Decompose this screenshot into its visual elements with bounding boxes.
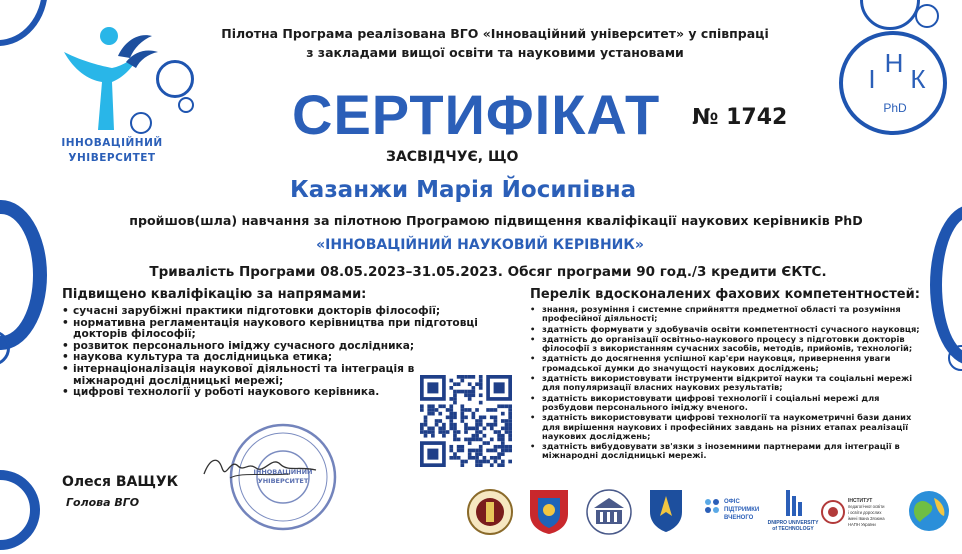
- recipient-name: Казанжи Марія Йосипівна: [290, 177, 637, 203]
- office-support-icon: [700, 494, 764, 528]
- list-item: • здатність вибудовувати зв'язки з іноземними партнерами для інтеграції в міжнародні дослідницькі мережі.: [530, 442, 930, 461]
- svg-text:педагогічної освіти: педагогічної освіти: [848, 504, 885, 509]
- partner-seal-1-icon: [466, 488, 514, 536]
- header-line-2: з закладами вищої освіти та науковими установами: [306, 45, 684, 60]
- svg-text:ІННОВАЦІЙНИЙ: ІННОВАЦІЙНИЙ: [253, 468, 313, 476]
- svg-text:і освіти дорослих: і освіти дорослих: [848, 510, 882, 515]
- svg-text:УНІВЕРСИТЕТ: УНІВЕРСИТЕТ: [257, 477, 309, 485]
- emblem-letter-2: Н: [884, 48, 904, 78]
- ink-phd-emblem-icon: [838, 30, 948, 136]
- list-item: • знання, розуміння і системне сприйняття предметної області та розуміння професійної діяльності;: [530, 305, 930, 324]
- logo-text-line2: УНІВЕРСИТЕТ: [68, 152, 156, 164]
- innovative-university-logo-icon: [62, 22, 162, 134]
- decor-circle: [930, 205, 962, 365]
- certificate-title: СЕРТИФІКАТ: [292, 83, 661, 146]
- list-item: • здатність використовувати цифрові технології і соціальні мережі для розбудови персонального іміджу вченого.: [530, 394, 930, 413]
- emblem-letter-1: І: [868, 64, 876, 94]
- decor-circle: [0, 470, 40, 550]
- list-item: • сучасні зарубіжні практики підготовки докторів філософії;: [62, 306, 482, 318]
- list-item: • нормативна регламентація наукового керівництва при підготовці докторів філософії;: [62, 318, 482, 341]
- list-item: • цифрові технології у роботі наукового керівника.: [62, 387, 482, 399]
- signature-icon: [200, 448, 320, 488]
- svg-text:ІНСТИТУТ: ІНСТИТУТ: [848, 498, 873, 504]
- svg-text:of TECHNOLOGY: of TECHNOLOGY: [772, 526, 814, 532]
- svg-text:НАПН України: НАПН України: [848, 522, 876, 527]
- list-item: • здатність до досягнення успішної кар'єри науковця, привернення уваги громадської думки до значущості наукових досліджень;: [530, 354, 930, 373]
- svg-text:імені Івана Зязюна: імені Івана Зязюна: [848, 516, 885, 521]
- decor-circle: [948, 345, 962, 371]
- signer-role: Голова ВГО: [66, 496, 140, 509]
- decor-circle: [178, 97, 194, 113]
- competencies-list: [530, 305, 930, 462]
- emblem-sub: PhD: [883, 101, 907, 115]
- institute-icon: [820, 496, 906, 532]
- list-item: • інтернаціоналізація наукової діяльності та інтеграція в міжнародні дослідницькі мережі;: [62, 364, 482, 387]
- decor-circle: [860, 0, 920, 30]
- decor-circle: [0, 0, 48, 46]
- svg-text:ВЧЕНОГО: ВЧЕНОГО: [724, 515, 754, 521]
- certificate-number: № 1742: [692, 105, 788, 130]
- list-item: • здатність використовувати цифрові технології та наукометричні бази даних для вирішення наукових і професійних завдань на різних етапах реалізації наукових досліджень;: [530, 413, 930, 441]
- partner-crest-icon: [526, 486, 572, 536]
- competencies-heading: Перелік вдосконалених фахових компетентностей:: [530, 287, 920, 302]
- partner-globe-icon: [906, 488, 952, 534]
- list-item: • здатність до організації освітньо-наукового процесу з підготовки докторів філософії з використанням сучасних засобів, методів, прийомів, технологій;: [530, 335, 930, 354]
- program-name: «ІННОВАЦІЙНИЙ НАУКОВИЙ КЕРІВНИК»: [316, 237, 644, 253]
- certifies-text: ЗАСВІДЧУЄ, ЩО: [386, 149, 519, 165]
- list-item: • розвиток персонального іміджу сучасного дослідника;: [62, 341, 482, 353]
- svg-text:ПІДТРИМКИ: ПІДТРИМКИ: [724, 507, 760, 513]
- partner-university-building-icon: [584, 488, 634, 536]
- qr-code-icon[interactable]: [420, 375, 512, 467]
- qualification-heading: Підвищено кваліфікацію за напрямами:: [62, 287, 367, 302]
- signer-name: Олеся ВАЩУК: [62, 474, 179, 490]
- list-item: • наукова культура та дослідницька етика;: [62, 352, 482, 364]
- header-line-1: Пілотна Програма реалізована ВГО «Інноваційний університет» у співпраці: [221, 26, 769, 41]
- qualification-list: [62, 306, 482, 399]
- decor-circle: [0, 200, 47, 350]
- partner-shield-icon: [646, 486, 686, 534]
- logo-text-line1: ІННОВАЦІЙНИЙ: [61, 137, 163, 149]
- list-item: • здатність використовувати інструменти відкритої науки та соціальні мережі для популяризації власних наукових результатів;: [530, 374, 930, 393]
- decor-circle: [915, 4, 939, 28]
- dnipro-university-icon: [766, 486, 820, 534]
- completed-statement: пройшов(шла) навчання за пілотною Програмою підвищення кваліфікації наукових керівників PhD: [129, 213, 863, 228]
- program-duration: Тривалість Програми 08.05.2023–31.05.2023. Обсяг програми 90 год./3 кредити ЄКТС.: [149, 264, 827, 280]
- svg-text:DNIPRO UNIVERSITY: DNIPRO UNIVERSITY: [767, 520, 819, 526]
- emblem-letter-3: К: [910, 64, 926, 94]
- list-item: • здатність формувати у здобувачів освіти компетентності сучасного науковця;: [530, 325, 930, 334]
- svg-text:ОФІС: ОФІС: [724, 499, 740, 505]
